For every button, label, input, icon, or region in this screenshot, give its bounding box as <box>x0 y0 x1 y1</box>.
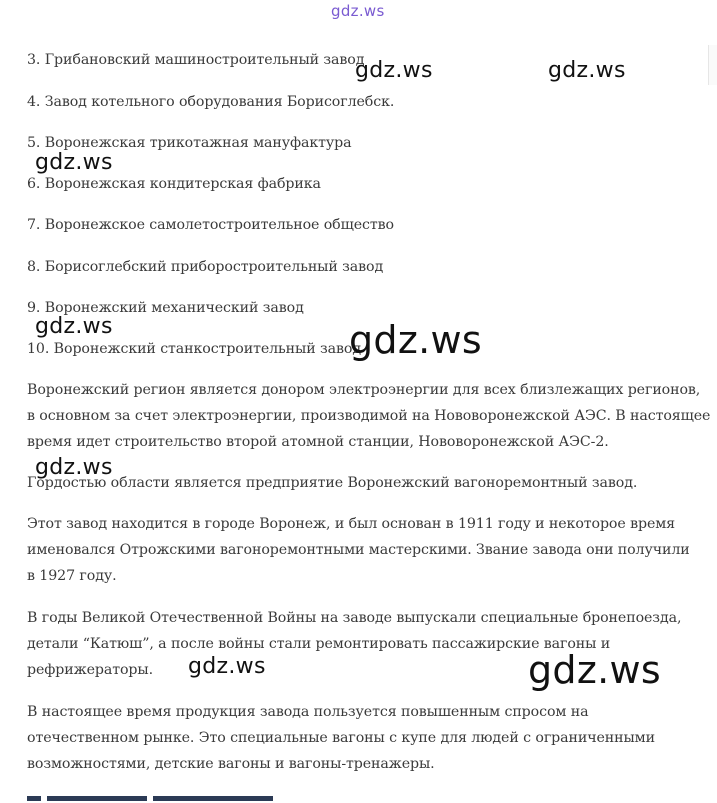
scrollbar-edge[interactable] <box>708 45 717 85</box>
paragraph-line: в 1927 году. <box>27 568 117 584</box>
paragraph-line: отечественном рынке. Это специальные вагоны с купе для людей с ограниченными <box>27 730 655 746</box>
paragraph-line: Воронежский регион является донором электроэнергии для всех близлежащих регионов, <box>27 382 701 398</box>
watermark: gdz.ws <box>35 150 113 175</box>
paragraph-line: возможностями, детские вагоны и вагоны-тренажеры. <box>27 756 435 772</box>
watermark: gdz.ws <box>548 58 626 83</box>
list-item: 5. Воронежская трикотажная мануфактура <box>27 135 352 151</box>
paragraph-line: Этот завод находится в городе Воронеж, и был основан в 1911 году и некоторое время <box>27 516 676 532</box>
paragraph-history <box>27 511 690 589</box>
watermark: gdz.ws <box>528 648 661 692</box>
cropped-text-fragment <box>27 14 197 20</box>
paragraph-pride <box>27 470 637 496</box>
list-item: 8. Борисоглебский приборостроительный завод <box>27 259 384 275</box>
paragraph-line: В настоящее время продукция завода пользуется повышенным спросом на <box>27 704 589 720</box>
paragraph-present <box>27 699 655 777</box>
cropped-heading-fragment <box>27 796 297 803</box>
list-item: 7. Воронежское самолетостроительное общество <box>27 217 394 233</box>
paragraph-line: в основном за счет электроэнергии, производимой на Нововоронежской АЭС. В настоящее <box>27 408 711 424</box>
watermark: gdz.ws <box>355 58 433 83</box>
list-item: 6. Воронежская кондитерская фабрика <box>27 176 321 192</box>
list-item: 10. Воронежский станкостроительный завод <box>27 341 361 357</box>
list-item: 9. Воронежский механический завод <box>27 300 304 316</box>
paragraph-line: детали “Катюш”, а после войны стали ремонтировать пассажирские вагоны и <box>27 636 611 652</box>
watermark: gdz.ws <box>349 318 482 362</box>
paragraph-line: время идет строительство второй атомной станции, Нововоронежской АЭС-2. <box>27 434 609 450</box>
paragraph-line: В годы Великой Отечественной Войны на заводе выпускали специальные бронепоезда, <box>27 610 682 626</box>
watermark: gdz.ws <box>331 2 385 20</box>
list-item: 4. Завод котельного оборудования Борисоглебск. <box>27 94 395 110</box>
paragraph-line: именовался Отрожскими вагоноремонтными мастерскими. Звание завода они получили <box>27 542 690 558</box>
watermark: gdz.ws <box>35 455 113 480</box>
watermark: gdz.ws <box>35 314 113 339</box>
paragraph-line: рефрижераторы. <box>27 662 153 678</box>
list-item: 3. Грибановский машиностроительный завод <box>27 52 365 68</box>
watermark: gdz.ws <box>188 654 266 679</box>
paragraph-energy <box>27 377 710 455</box>
paragraph-line: Гордостью области является предприятие Воронежский вагоноремонтный завод. <box>27 475 638 491</box>
